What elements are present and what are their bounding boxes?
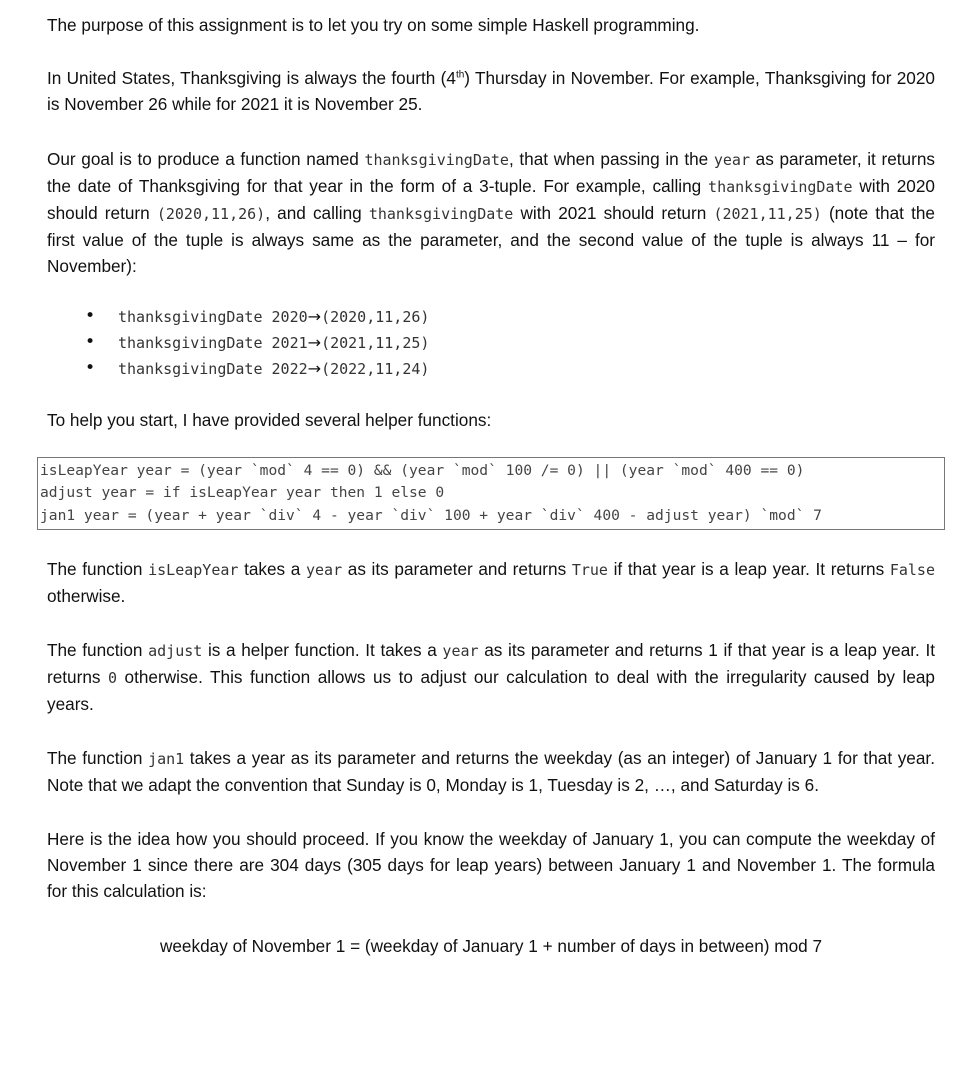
inline-code: False — [889, 561, 935, 580]
text-run: Our goal is to produce a function named — [47, 149, 365, 169]
text-run: (note that the first value of the tuple is always same as the parameter, and the second value of the tuple is always 11 – for November): — [47, 203, 935, 276]
jan1-paragraph — [47, 745, 935, 798]
text-run: with 2020 should return — [47, 176, 935, 223]
inline-code: thanksgivingDate — [364, 151, 509, 169]
text-run: The function — [47, 748, 149, 769]
code-line: jan1 year = (year + year `div` 4 - year `div` 100 + year `div` 400 - adjust year) `mod` 7 — [40, 506, 822, 524]
inline-code: adjust — [148, 642, 203, 661]
intro-paragraph: The purpose of this assignment is to let you try on some simple Haskell programming. — [47, 15, 700, 35]
inline-code: isLeapYear — [148, 561, 239, 580]
arrow-icon: → — [307, 333, 322, 352]
text-run: ) Thursday in November. For example, Thanksgiving for 2020 is November 26 while for 2021 it is November 25. — [47, 68, 935, 114]
inline-code: 0 — [108, 669, 118, 688]
text-run: takes a year as its parameter and returns the weekday (as an integer) of January 1 for that year. Note that we adapt the convention that Sunday is 0, Monday is 1, Tuesday is 2, …, and Saturday is 6. — [47, 748, 935, 796]
assignment-document — [40, 12, 936, 959]
helper-intro-paragraph: To help you start, I have provided several helper functions: — [47, 410, 492, 430]
inline-code: (2020,11,26) — [156, 205, 266, 223]
thanksgiving-definition-paragraph — [47, 65, 935, 117]
text-run: if that year is a leap year. It returns — [607, 559, 890, 580]
text-run: as its parameter and returns 1 if that year is a leap year. It returns — [47, 640, 936, 688]
bullet-icon: • — [85, 306, 96, 326]
example-list — [47, 303, 935, 381]
inline-code: year — [306, 561, 343, 580]
goal-paragraph — [47, 146, 935, 279]
adjust-paragraph — [47, 637, 935, 717]
list-item — [47, 329, 935, 355]
text-run: The function — [47, 640, 149, 661]
text-run: otherwise. — [47, 586, 126, 607]
arrow-icon: → — [307, 359, 322, 378]
weekday-formula: weekday of November 1 = (weekday of January 1 + number of days in between) mod 7 — [159, 936, 823, 957]
text-run: The function — [47, 559, 149, 580]
example-result: (2022,11,24) — [321, 360, 430, 378]
inline-code: year — [713, 151, 750, 169]
example-result: (2020,11,26) — [321, 308, 430, 326]
example-call: thanksgivingDate 2022 — [118, 360, 308, 378]
isleapyear-paragraph — [47, 556, 935, 609]
text-run: otherwise. This function allows us to adjust our calculation to deal with the irregularity caused by leap years. — [47, 667, 935, 715]
text-run: is a helper function. It takes a — [202, 640, 443, 661]
text-run: , and calling — [265, 203, 369, 223]
inline-code: jan1 — [148, 750, 185, 769]
example-result: (2021,11,25) — [321, 334, 430, 352]
list-item — [47, 303, 935, 329]
inline-code: thanksgivingDate — [708, 178, 853, 196]
inline-code: (2021,11,25) — [713, 205, 822, 223]
list-item — [47, 355, 935, 381]
text-run: as parameter, it returns the date of Thanksgiving for that year in the form of a 3-tuple. For example, calling — [47, 149, 935, 196]
inline-code: thanksgivingDate — [368, 205, 514, 223]
text-run: , that when passing in the — [508, 149, 714, 169]
text-run: with 2021 should return — [513, 203, 714, 223]
code-line: adjust year = if isLeapYear year then 1 else 0 — [40, 484, 445, 502]
helper-code-block — [37, 457, 945, 530]
bullet-icon: • — [85, 332, 96, 352]
code-line: isLeapYear year = (year `mod` 4 == 0) && (year `mod` 100 /= 0) || (year `mod` 400 == 0) — [40, 462, 805, 479]
text-run: as its parameter and returns — [342, 559, 572, 580]
text-run: In United States, Thanksgiving is always the fourth (4 — [47, 68, 456, 88]
inline-code: year — [442, 642, 479, 661]
example-call: thanksgivingDate 2021 — [118, 334, 308, 352]
superscript: th — [455, 69, 465, 81]
arrow-icon: → — [307, 307, 322, 326]
text-run: takes a — [238, 559, 306, 580]
bullet-icon: • — [85, 358, 96, 378]
inline-code: True — [571, 561, 608, 580]
approach-paragraph: Here is the idea how you should proceed. If you know the weekday of January 1, you can compute the weekday of November 1 since there are 304 days (305 days for leap years) between January 1 and November 1. The formula for this calculation is: — [47, 829, 935, 902]
example-call: thanksgivingDate 2020 — [118, 308, 308, 326]
